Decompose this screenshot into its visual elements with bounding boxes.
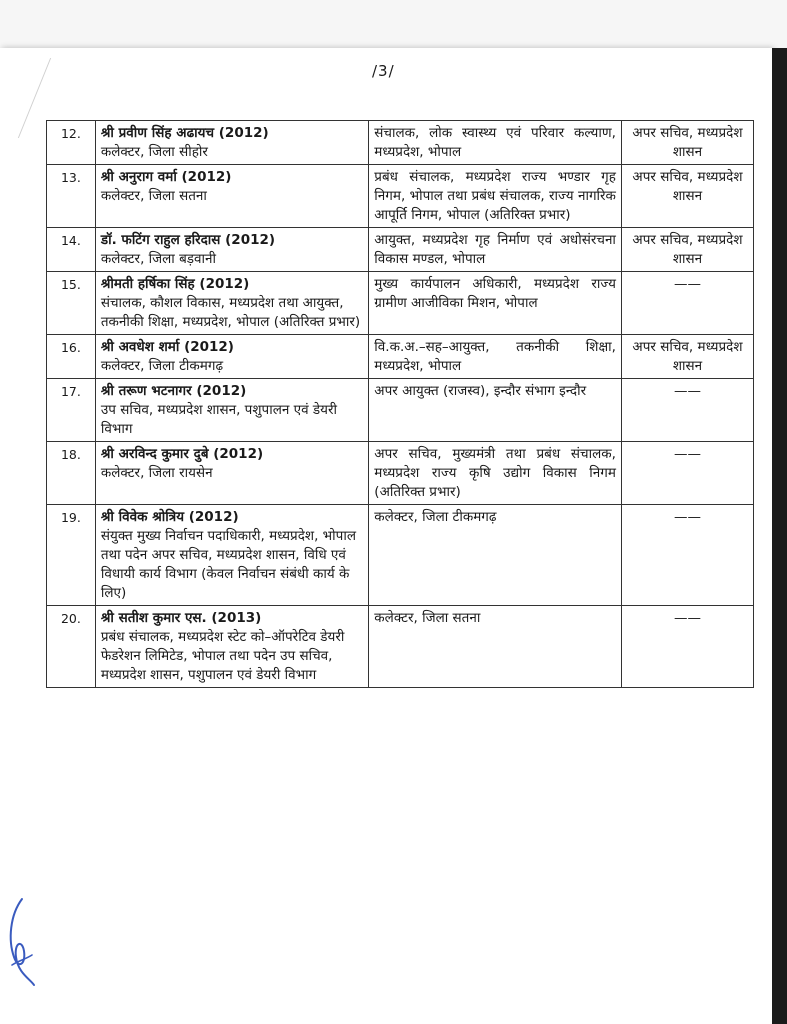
officer-cell xyxy=(95,121,368,165)
new-posting: वि.क.अ.–सह–आयुक्त, तकनीकी शिक्षा, मध्यप्रदेश, भोपाल xyxy=(369,335,622,379)
officer-cell xyxy=(95,379,368,442)
officer-cell xyxy=(95,335,368,379)
current-designation: संचालक, कौशल विकास, मध्यप्रदेश तथा आयुक्त, तकनीकी शिक्षा, मध्यप्रदेश, भोपाल (अतिरिक्त प्रभार) xyxy=(100,295,361,330)
serial-number: 16. xyxy=(47,335,96,379)
table-row xyxy=(47,606,754,688)
ex-officio-rank: अपर सचिव, मध्यप्रदेश शासन xyxy=(621,121,753,165)
table-row xyxy=(47,442,754,505)
current-designation: कलेक्टर, जिला सीहोर xyxy=(100,144,208,160)
new-posting: अपर आयुक्त (राजस्व), इन्दौर संभाग इन्दौर xyxy=(369,379,622,442)
table-row xyxy=(47,121,754,165)
table-row xyxy=(47,379,754,442)
ex-officio-rank: —— xyxy=(621,379,753,442)
new-posting: मुख्य कार्यपालन अधिकारी, मध्यप्रदेश राज्य ग्रामीण आजीविका मिशन, भोपाल xyxy=(369,272,622,335)
current-designation: कलेक्टर, जिला रायसेन xyxy=(100,465,213,481)
ex-officio-rank: —— xyxy=(621,442,753,505)
current-designation: कलेक्टर, जिला टीकमगढ़ xyxy=(100,358,224,374)
officer-cell xyxy=(95,606,368,688)
new-posting: अपर सचिव, मुख्यमंत्री तथा प्रबंध संचालक, मध्यप्रदेश राज्य कृषि उद्योग विकास निगम (अतिरिक्त प्रभार) xyxy=(369,442,622,505)
ex-officio-rank: —— xyxy=(621,606,753,688)
officer-cell xyxy=(95,228,368,272)
officer-name: श्री विवेक श्रोत्रिय (2012) xyxy=(100,509,239,525)
new-posting: प्रबंध संचालक, मध्यप्रदेश राज्य भण्डार गृह निगम, भोपाल तथा प्रबंध संचालक, राज्य नागरिक आपूर्ति निगम, भोपाल (अतिरिक्त प्रभार) xyxy=(369,165,622,228)
officer-name: डॉ. फटिंग राहुल हरिदास (2012) xyxy=(100,232,276,248)
officer-cell xyxy=(95,165,368,228)
new-posting: कलेक्टर, जिला सतना xyxy=(369,606,622,688)
officer-cell xyxy=(95,442,368,505)
top-margin xyxy=(0,0,787,48)
page-edge-shadow xyxy=(772,48,787,1024)
serial-number: 14. xyxy=(47,228,96,272)
serial-number: 17. xyxy=(47,379,96,442)
officer-cell xyxy=(95,505,368,606)
ex-officio-rank: —— xyxy=(621,272,753,335)
table-row xyxy=(47,228,754,272)
new-posting: संचालक, लोक स्वास्थ्य एवं परिवार कल्याण, मध्यप्रदेश, भोपाल xyxy=(369,121,622,165)
current-designation: संयुक्त मुख्य निर्वाचन पदाधिकारी, मध्यप्रदेश, भोपाल तथा पदेन अपर सचिव, मध्यप्रदेश शासन, विधि एवं विधायी कार्य विभाग (केवल निर्वाचन संबंधी कार्य के लिए) xyxy=(100,528,356,601)
new-posting: आयुक्त, मध्यप्रदेश गृह निर्माण एवं अधोसंरचना विकास मण्डल, भोपाल xyxy=(369,228,622,272)
current-designation: कलेक्टर, जिला बड़वानी xyxy=(100,251,217,267)
serial-number: 12. xyxy=(47,121,96,165)
transfer-order-table xyxy=(46,120,754,688)
serial-number: 15. xyxy=(47,272,96,335)
officer-name: श्री सतीश कुमार एस. (2013) xyxy=(100,610,262,626)
serial-number: 19. xyxy=(47,505,96,606)
handwritten-signature xyxy=(4,895,38,990)
page-number: /3/ xyxy=(372,62,395,80)
officer-name: श्री अवधेश शर्मा (2012) xyxy=(100,339,234,355)
ex-officio-rank: —— xyxy=(621,505,753,606)
serial-number: 20. xyxy=(47,606,96,688)
table-row xyxy=(47,505,754,606)
current-designation: उप सचिव, मध्यप्रदेश शासन, पशुपालन एवं डेयरी विभाग xyxy=(100,402,337,437)
serial-number: 18. xyxy=(47,442,96,505)
ex-officio-rank: अपर सचिव, मध्यप्रदेश शासन xyxy=(621,228,753,272)
ex-officio-rank: अपर सचिव, मध्यप्रदेश शासन xyxy=(621,165,753,228)
table-row xyxy=(47,272,754,335)
serial-number: 13. xyxy=(47,165,96,228)
new-posting: कलेक्टर, जिला टीकमगढ़ xyxy=(369,505,622,606)
officer-name: श्री अनुराग वर्मा (2012) xyxy=(100,169,232,185)
officer-cell xyxy=(95,272,368,335)
officer-name: श्री प्रवीण सिंह अढायच (2012) xyxy=(100,125,269,141)
officer-name: श्रीमती हर्षिका सिंह (2012) xyxy=(100,276,250,292)
officer-name: श्री अरविन्द कुमार दुबे (2012) xyxy=(100,446,264,462)
table-row xyxy=(47,165,754,228)
current-designation: प्रबंध संचालक, मध्यप्रदेश स्टेट को–ऑपरेटिव डेयरी फेडरेशन लिमिटेड, भोपाल तथा पदेन उप सचिव, मध्यप्रदेश शासन, पशुपालन एवं डेयरी विभाग xyxy=(100,629,345,683)
current-designation: कलेक्टर, जिला सतना xyxy=(100,188,207,204)
officer-name: श्री तरूण भटनागर (2012) xyxy=(100,383,247,399)
table-row xyxy=(47,335,754,379)
ex-officio-rank: अपर सचिव, मध्यप्रदेश शासन xyxy=(621,335,753,379)
